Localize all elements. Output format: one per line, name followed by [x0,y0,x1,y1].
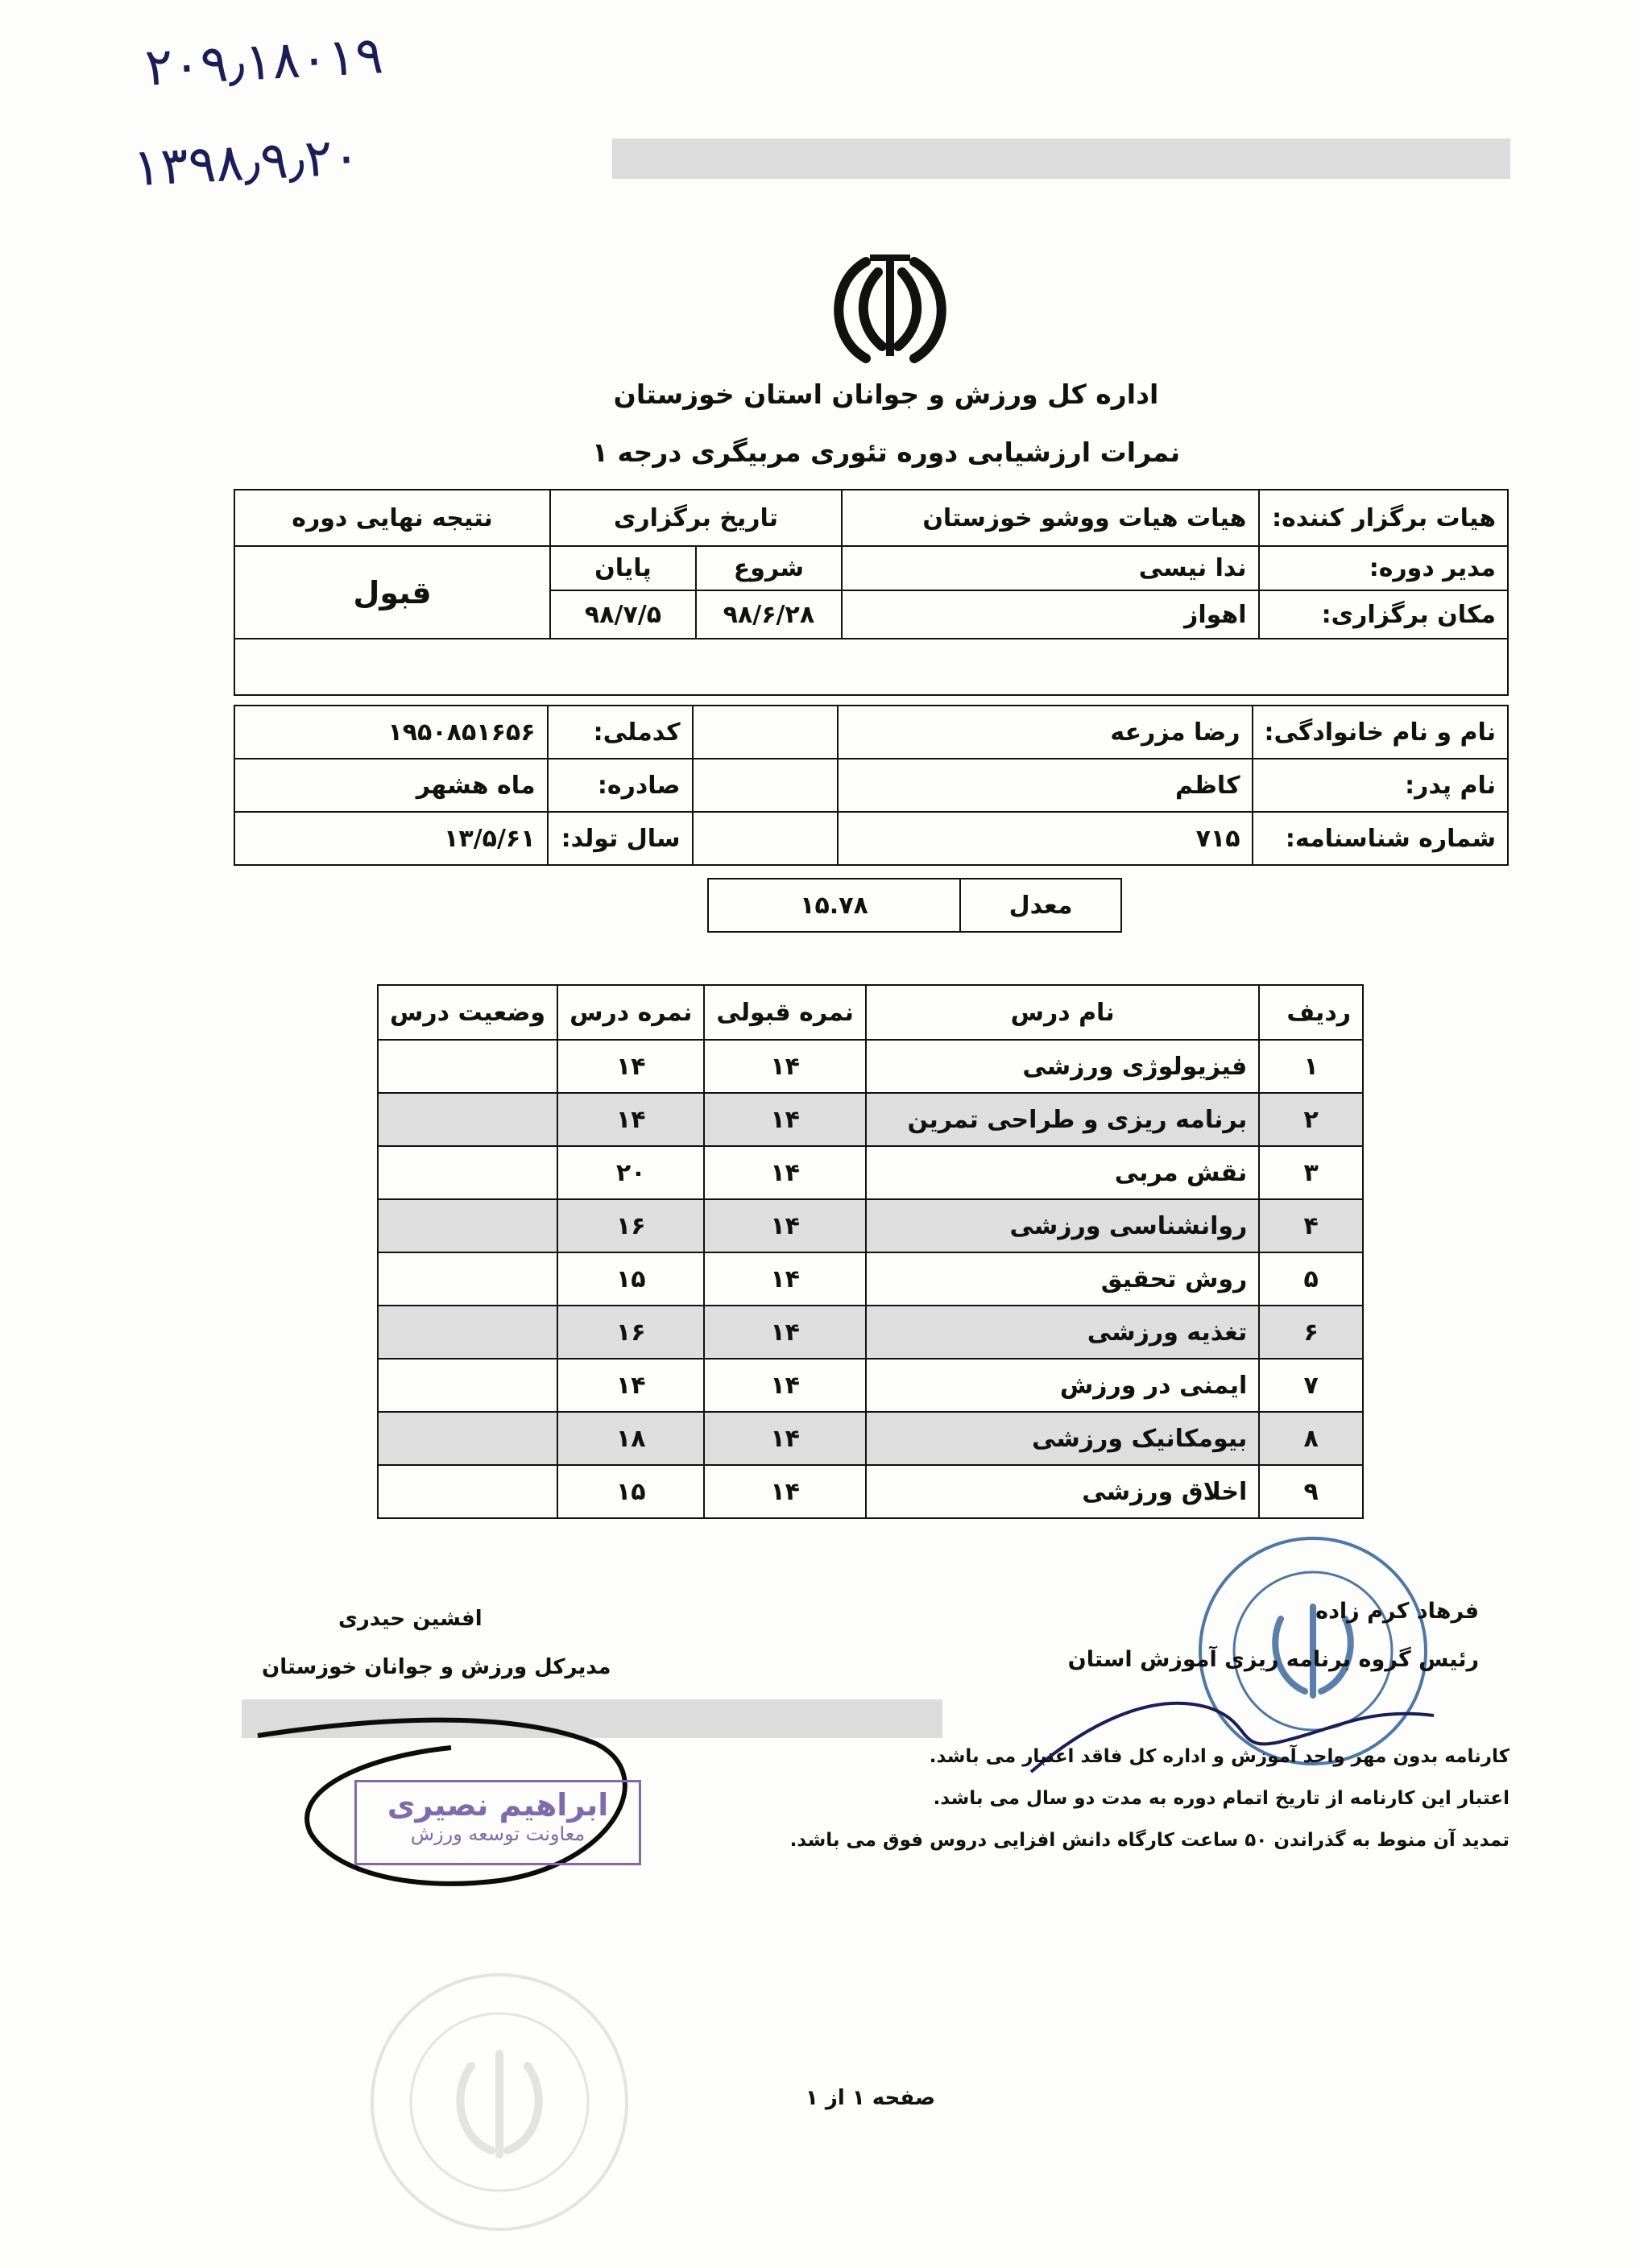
course-status [378,1093,557,1146]
course-grade: ۱۶ [557,1306,704,1359]
top-gray-band [612,139,1510,179]
table-row [378,1359,1363,1412]
note-line: کارنامه بدون مهر واحد آموزش و اداره کل فاقد اعتبار می باشد. [929,1746,1510,1767]
course-name: برنامه ریزی و طراحی تمرین [866,1093,1259,1146]
course-grade: ۱۴ [557,1040,704,1093]
pass-grade: ۱۴ [704,1306,866,1359]
row-number: ۹ [1259,1465,1363,1518]
national-value: ۱۹۵۰۸۵۱۶۵۶ [234,706,548,759]
org-title: اداره کل ورزش و جوانان استان خوزستان [613,379,1159,410]
pass-grade: ۱۴ [704,1359,866,1412]
start-label: شروع [696,546,842,590]
course-status [378,1412,557,1465]
course-status [378,1252,557,1306]
empty-cell [693,706,838,759]
row-number: ۱ [1259,1040,1363,1093]
name-label: نام و نام خانوادگی: [1253,706,1508,759]
course-name: روش تحقیق [866,1252,1259,1306]
course-name: اخلاق ورزشی [866,1465,1259,1518]
pass-grade: ۱۴ [704,1093,866,1146]
stamp-title: معاونت توسعه ورزش [410,1823,586,1845]
course-name: فیزیولوژی ورزشی [866,1040,1259,1093]
course-name: روانشناسی ورزشی [866,1199,1259,1252]
issued-label: صادره: [548,759,693,812]
father-value: کاظم [838,759,1253,812]
director-label: مدیر دوره: [1259,546,1509,590]
table-row [378,1040,1363,1093]
stamp-name: ابراهیم نصیری [387,1787,609,1823]
handwritten-date: ۱۳۹۸٫۹٫۲۰ [131,126,362,199]
birth-label: سال تولد: [548,812,693,865]
dates-label: تاریخ برگزاری [550,490,842,546]
row-number: ۴ [1259,1199,1363,1252]
birth-value: ۱۳/۵/۶۱ [234,812,548,865]
end-value: ۹۸/۷/۵ [550,590,696,639]
result-value: قبول [234,546,550,639]
course-grade: ۲۰ [557,1146,704,1199]
start-value: ۹۸/۶/۲۸ [696,590,842,639]
grades-header-row [378,985,1363,1040]
course-grade: ۱۶ [557,1199,704,1252]
row-number: ۵ [1259,1252,1363,1306]
note-line: اعتبار این کارنامه از تاریخ اتمام دوره به مدت دو سال می باشد. [933,1788,1510,1809]
venue-value: اهواز [842,590,1259,639]
national-label: کدملی: [548,706,693,759]
iran-emblem-icon [822,250,959,370]
person-info-table [234,705,1509,866]
organizer-label: هیات برگزار کننده: [1259,490,1509,546]
organizer-value: هیات هیات ووشو خوزستان [842,490,1259,546]
spacer-row [234,639,1508,695]
name-value: رضا مزرعه [838,706,1253,759]
course-grade: ۱۵ [557,1465,704,1518]
course-status [378,1146,557,1199]
course-name: بیومکانیک ورزشی [866,1412,1259,1465]
result-label: نتیجه نهایی دوره [234,490,550,546]
director-value: ندا نیسی [842,546,1259,590]
course-grade: ۱۴ [557,1359,704,1412]
page-title: نمرات ارزشیابی دوره تئوری مربیگری درجه ۱ [591,437,1181,468]
course-status [378,1359,557,1412]
header-pass-grade: نمره قبولی [704,985,866,1040]
row-number: ۸ [1259,1412,1363,1465]
table-row [378,1146,1363,1199]
note-line: تمدید آن منوط به گذراندن ۵۰ ساعت کارگاه دانش افزایی دروس فوق می باشد. [789,1830,1510,1851]
right-signer-title: رئیس گروه برنامه ریزی آموزش استان [1067,1647,1479,1672]
course-status [378,1306,557,1359]
table-row [378,1093,1363,1146]
row-number: ۳ [1259,1146,1363,1199]
course-status [378,1465,557,1518]
header-course-status: وضعیت درس [378,985,557,1040]
row-number: ۷ [1259,1359,1363,1412]
course-name: نقش مربی [866,1146,1259,1199]
header-row-number: ردیف [1259,985,1363,1040]
venue-label: مکان برگزاری: [1259,590,1509,639]
course-grade: ۱۴ [557,1093,704,1146]
empty-cell [693,812,838,865]
pass-grade: ۱۴ [704,1199,866,1252]
header-course-grade: نمره درس [557,985,704,1040]
table-row [378,1412,1363,1465]
handwritten-number: ۲۰۹٫۱۸۰۱۹ [143,26,385,98]
row-number: ۶ [1259,1306,1363,1359]
header-course-name: نام درس [866,985,1259,1040]
table-row [378,1252,1363,1306]
pass-grade: ۱۴ [704,1412,866,1465]
right-signer-name: فرهاد کرم زاده [1315,1599,1479,1624]
course-name: تغذیه ورزشی [866,1306,1259,1359]
course-grade: ۱۵ [557,1252,704,1306]
embossed-seal-icon [362,1965,636,2239]
pass-grade: ۱۴ [704,1252,866,1306]
table-row [378,1306,1363,1359]
idno-label: شماره شناسنامه: [1253,812,1508,865]
table-row [378,1199,1363,1252]
table-row [378,1465,1363,1518]
average-value: ۱۵.۷۸ [708,879,960,932]
left-signer-name: افشین حیدری [338,1607,482,1631]
name-stamp [354,1780,641,1865]
issued-value: ماه هشهر [234,759,548,812]
pass-grade: ۱۴ [704,1040,866,1093]
grades-table [377,984,1364,1519]
course-status [378,1040,557,1093]
course-info-table [234,489,1509,696]
row-number: ۲ [1259,1093,1363,1146]
average-table [707,878,1122,933]
notes [785,1736,1510,1861]
pass-grade: ۱۴ [704,1465,866,1518]
course-status [378,1199,557,1252]
course-name: ایمنی در ورزش [866,1359,1259,1412]
end-label: پایان [550,546,696,590]
idno-value: ۷۱۵ [838,812,1253,865]
pass-grade: ۱۴ [704,1146,866,1199]
empty-cell [693,759,838,812]
page-number: صفحه ۱ از ۱ [806,2086,936,2110]
father-label: نام پدر: [1253,759,1508,812]
left-signer-title: مدیرکل ورزش و جوانان خوزستان [262,1655,611,1679]
course-grade: ۱۸ [557,1412,704,1465]
average-label: معدل [960,879,1121,932]
